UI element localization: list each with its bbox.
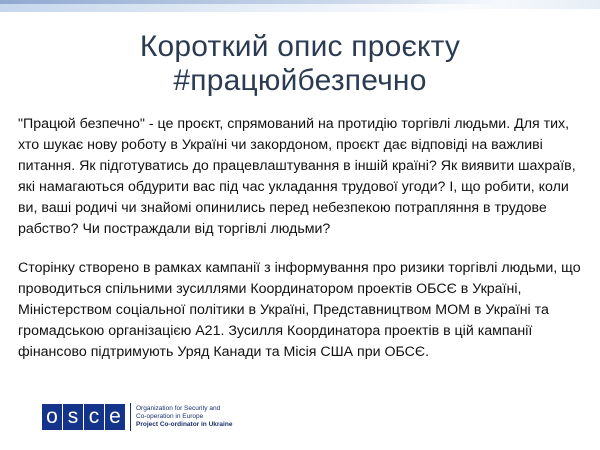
header-band-fade [410,0,600,9]
osce-logo-caption [136,405,232,429]
osce-letter-o: o [42,404,62,430]
header-decorative-band [0,0,600,12]
project-description-paragraph: "Працюй безпечно" - це проєкт, спрямований на протидію торгівлі людьми. Для тих, хто шукає нову роботу в Україні чи закордоном, проєкт дає відповіді на важливі питання. Як підготуватись до працевлаштування в іншій країні? Як виявити шахраїв, які намагаються обдурити вас під час укладання трудової угоди? І, що робити, коли ви, ваші родичі чи знайомі опинились перед небезпекою потрапляння в трудове рабство? Чи постраждали від торгівлі людьми? [18,116,576,237]
logo-divider [130,403,131,431]
campaign-info-paragraph: Сторінку створено в рамках кампанії з інформування про ризики торгівлі людьми, що проводиться спільними зусиллями Координатором проектів ОБСЄ в Україні, Міністерством соціальної політики в Україні, Представництвом МОМ в Україні та громадською організацією А21. Зусилля Координатора проектів в цій кампанії фінансово підтримують Уряд Канади та Місія США при ОБСЄ. [18,260,581,360]
osce-letter-e: e [105,404,125,430]
osce-letter-s: s [63,404,83,430]
slide-title-hashtag: #працюйбезпечно [173,64,427,97]
slide-title [0,30,600,98]
slide-body [18,114,590,363]
slide-title-line-1: Короткий опис проєкту [139,30,461,63]
osce-logo [42,402,232,432]
logo-caption-line-1: Organization for Security and [136,405,221,412]
osce-logo-mark [42,404,126,430]
logo-caption-line-2: Co-operation in Europe [136,413,204,420]
logo-caption-line-3: Project Co-ordinator in Ukraine [136,421,233,428]
osce-letter-c: c [84,404,104,430]
